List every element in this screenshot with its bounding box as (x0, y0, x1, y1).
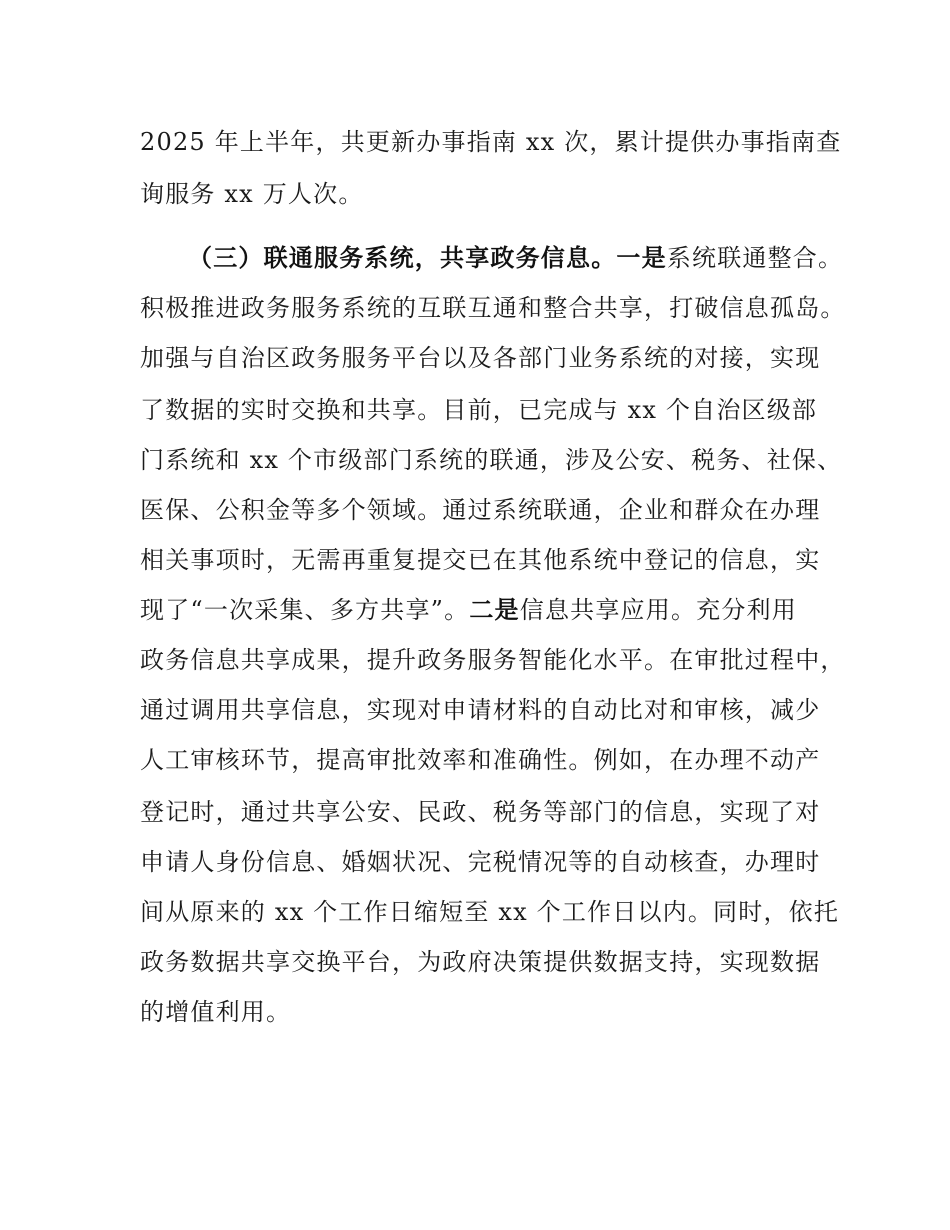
paragraph-line: 登记时，通过共享公安、民政、税务等部门的信息，实现了对 (140, 798, 821, 826)
paragraph-line: 人工审核环节，提高审批效率和准确性。例如，在办理不动产 (140, 746, 821, 774)
paragraph-line: 申请人身份信息、婚姻状况、完税情况等的自动核查，办理时 (140, 848, 821, 876)
line-text-pre: 现了“一次采集、多方共享”。 (140, 596, 470, 624)
paragraph-line: 加强与自治区政务服务平台以及各部门业务系统的对接，实现 (140, 344, 821, 372)
point-title-first: 系统联通整合。 (666, 244, 844, 272)
section-heading: （三）联通服务系统，共享政务信息。 (188, 244, 617, 272)
paragraph-line: 门系统和 xx 个市级部门系统的联通，涉及公安、税务、社保、 (140, 446, 843, 474)
line-text-post: 信息共享应用。充分利用 (519, 596, 797, 624)
paragraph-line: 相关事项时，无需再重复提交已在其他系统中登记的信息，实 (140, 546, 821, 574)
paragraph-line: 通过调用共享信息，实现对申请材料的自动比对和审核，减少 (140, 696, 821, 724)
paragraph-line: 政务信息共享成果，提升政务服务智能化水平。在审批过程中， (140, 646, 846, 674)
paragraph-line: 间从原来的 xx 个工作日缩短至 xx 个工作日以内。同时，依托 (140, 898, 840, 926)
point-label-first: 一是 (616, 244, 667, 272)
paragraph-line-mixed (140, 594, 797, 626)
paragraph-line: 询服务 xx 万人次。 (140, 180, 364, 208)
paragraph-line: 积极推进政务服务系统的互联互通和整合共享，打破信息孤岛。 (140, 294, 846, 322)
point-label-second: 二是 (469, 596, 520, 624)
section-heading-line (188, 242, 843, 274)
paragraph-line: 的增值利用。 (140, 998, 292, 1026)
paragraph-line: 了数据的实时交换和共享。目前，已完成与 xx 个自治区级部 (140, 396, 818, 424)
paragraph-line: 政务数据共享交换平台，为政府决策提供数据支持，实现数据 (140, 948, 821, 976)
paragraph-line: 医保、公积金等多个领域。通过系统联通，企业和群众在办理 (140, 496, 821, 524)
paragraph-line: 2025 年上半年，共更新办事指南 xx 次，累计提供办事指南查 (140, 128, 842, 156)
